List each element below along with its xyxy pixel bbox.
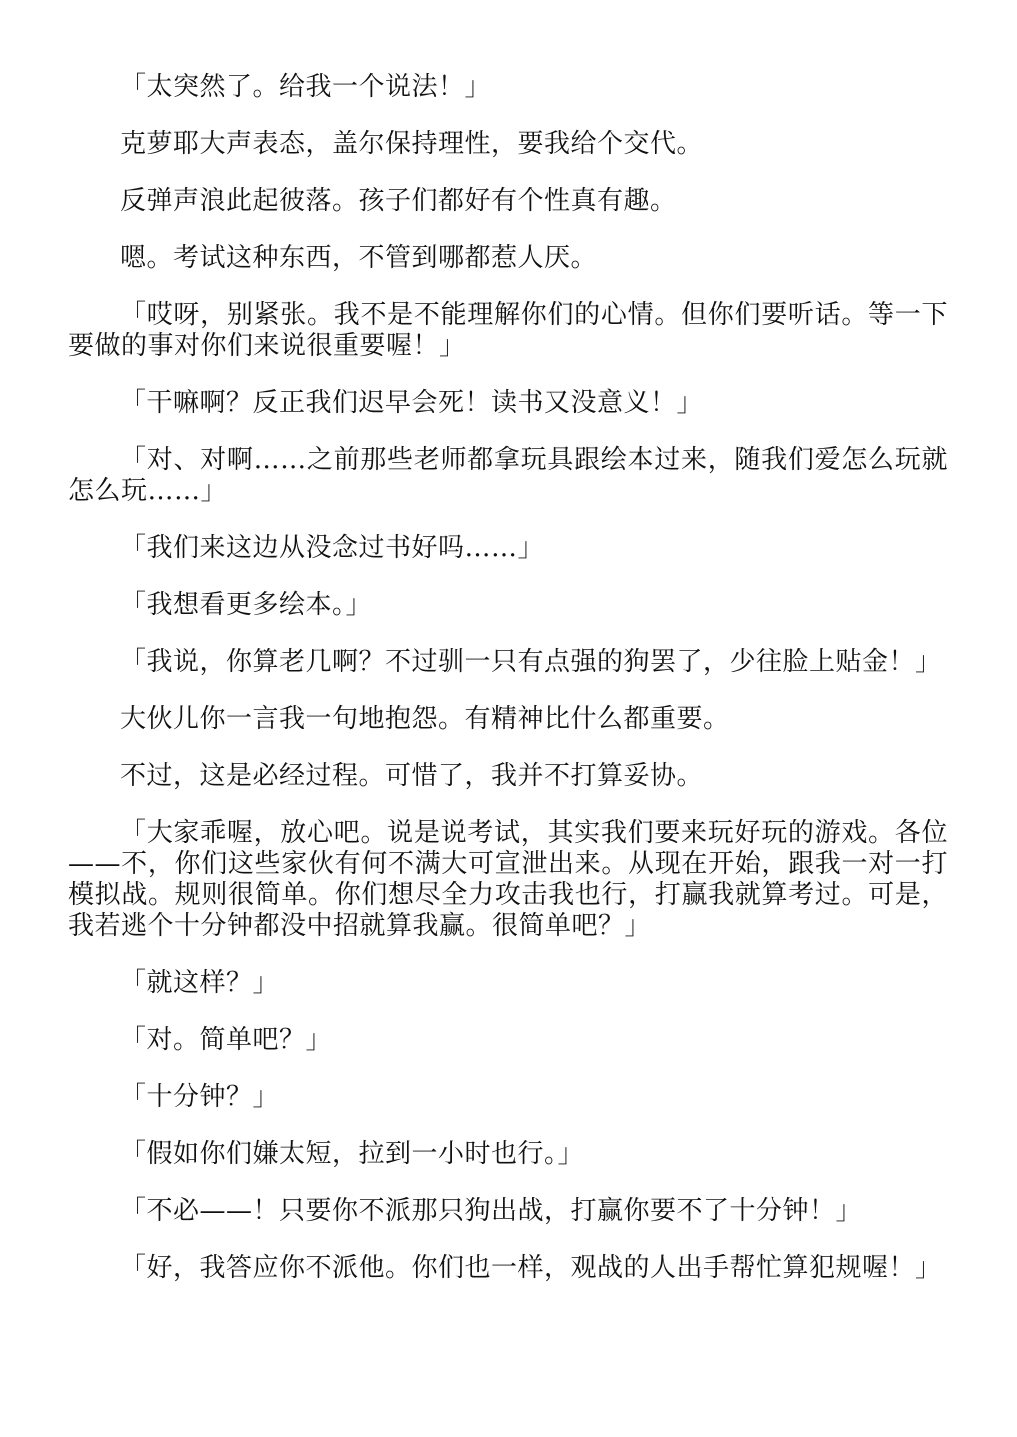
- paragraph: 大伙儿你一言我一句地抱怨。有精神比什么都重要。: [120, 704, 730, 734]
- paragraph: 「我想看更多绘本。」: [120, 590, 373, 620]
- paragraph: 「哎呀，别紧张。我不是不能理解你们的心情。但你们要听话。等一下要做的事对你们来说很重要喔！」: [68, 300, 948, 361]
- paragraph: 「就这样？」: [120, 968, 280, 998]
- paragraph: 「大家乖喔，放心吧。说是说考试，其实我们要来玩好玩的游戏。各位——不，你们这些家伙有何不满大可宣泄出来。从现在开始，跟我一对一打模拟战。规则很简单。你们想尽全力攻击我也行，打赢我就算考过。可是，我若逃个十分钟都没中招就算我赢。很简单吧？」: [68, 818, 948, 941]
- paragraph: 「好，我答应你不派他。你们也一样，观战的人出手帮忙算犯规喔！」: [120, 1253, 942, 1283]
- paragraph: 「我说，你算老几啊？不过驯一只有点强的狗罢了，少往脸上贴金！」: [120, 647, 942, 677]
- paragraph: 不过，这是必经过程。可惜了，我并不打算妥协。: [120, 761, 704, 791]
- paragraph: 反弹声浪此起彼落。孩子们都好有个性真有趣。: [120, 186, 677, 216]
- paragraph: 「我们来这边从没念过书好吗……」: [120, 533, 545, 563]
- paragraph: 「十分钟？」: [120, 1082, 280, 1112]
- body-text: [68, 72, 948, 1310]
- paragraph: 「太突然了。给我一个说法！」: [120, 72, 492, 102]
- paragraph: 「干嘛啊？反正我们迟早会死！读书又没意义！」: [120, 388, 704, 418]
- paragraph: 嗯。考试这种东西，不管到哪都惹人厌。: [120, 243, 598, 273]
- paragraph: 克萝耶大声表态，盖尔保持理性，要我给个交代。: [120, 129, 704, 159]
- paragraph: 「对。简单吧？」: [120, 1025, 333, 1055]
- paragraph: 「对、对啊……之前那些老师都拿玩具跟绘本过来，随我们爱怎么玩就怎么玩……」: [68, 445, 948, 506]
- paragraph: 「假如你们嫌太短，拉到一小时也行。」: [120, 1139, 585, 1169]
- paragraph: 「不必——！只要你不派那只狗出战，打赢你要不了十分钟！」: [120, 1196, 863, 1226]
